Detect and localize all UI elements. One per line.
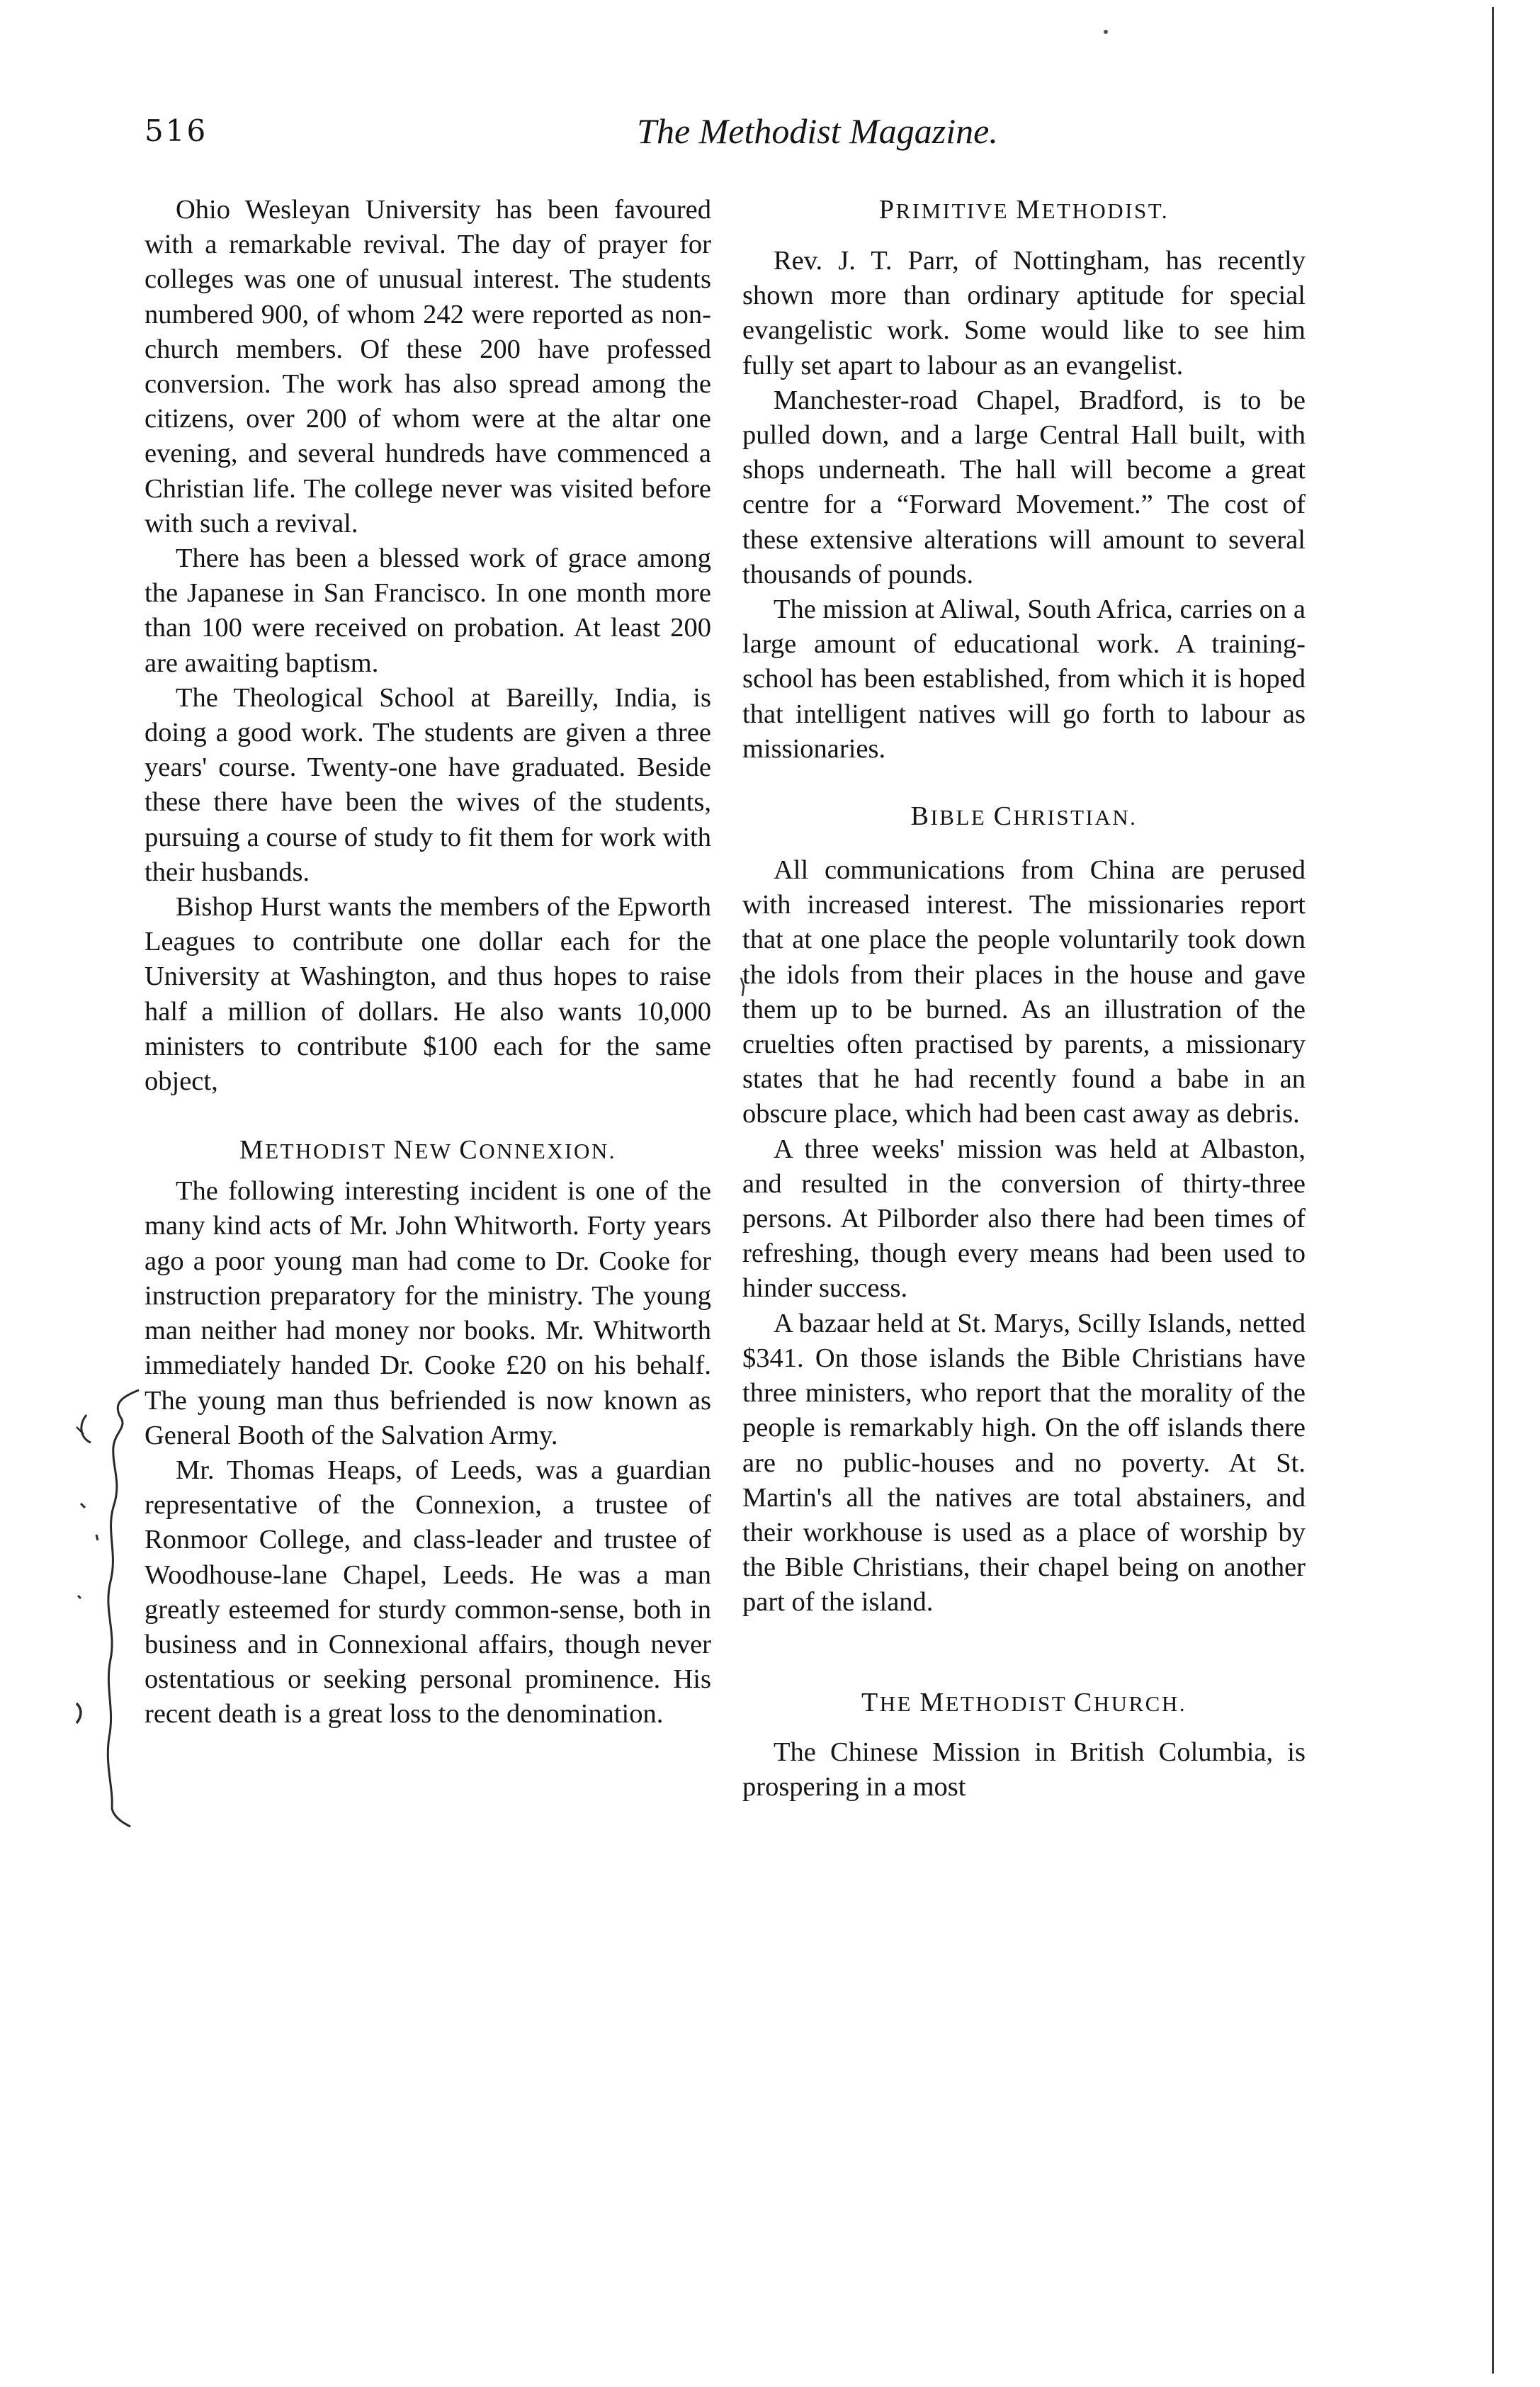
article-thomas-heaps: Mr. Thomas Heaps, of Leeds, was a guardian representative of the Connexion, a trustee of Ronmoor College, and class-leader and trustee of Woodhouse-lane Chapel, Leeds. He was a man greatly esteemed for sturdy common-sense, both in business and in Connexional affairs, though never ostentatious or seeking personal prominence. His recent death is a great loss to the denomination. bbox=[145, 1455, 711, 1729]
article-bishop-hurst: Bishop Hurst wants the members of the Epworth Leagues to contribute one dollar each for the University at Washington, and thus hopes to raise half a million of dollars. He also wants 10,000 ministers to contribute $100 each for the same object, bbox=[145, 892, 711, 1097]
article-albaston-mission: A three weeks' mission was held at Albaston, and resulted in the conversion of thirty-three persons. At Pilborder also there had been times of refreshing, though every means had been used to hinder success. bbox=[742, 1134, 1306, 1304]
article-whitworth: The following interesting incident is one of the many kind acts of Mr. John Whitworth. Forty years ago a poor young man had come to Dr. Cooke for instruction preparatory for the ministry. The young man neither had money nor books. Mr. Whitworth immediately handed Dr. Cooke £20 on his behalf. The young man thus befriended is now known as General Booth of the Salvation Army. bbox=[145, 1176, 711, 1450]
ink-speck bbox=[1104, 30, 1108, 34]
article-chinese-mission-bc: The Chinese Mission in British Columbia, is prospering in a most bbox=[742, 1737, 1306, 1802]
article-manchester-road-chapel: Manchester-road Chapel, Bradford, is to be pulled down, and a large Central Hall built, with shops underneath. The hall will become a great centre for a “Forward Movement.” The cost of these extensive alterations will amount to several thousands of pounds. bbox=[742, 385, 1306, 589]
margin-bracket-mark bbox=[71, 1383, 149, 1829]
page-edge-line bbox=[1492, 7, 1494, 2374]
page-header bbox=[145, 113, 1320, 156]
section-heading-methodist-church: THE METHODIST CHURCH. bbox=[861, 1687, 1187, 1717]
article-china-communications: All communications from China are perused with increased interest. The missionaries report that at one place the people voluntarily took down the idols from their places in the house and gave them up to be burned. As an illustration of the cruelties often practised by parents, a missionary states that he had recently found a babe in an obscure place, which had been cast away as debris. bbox=[742, 855, 1306, 1129]
running-title: The Methodist Magazine. bbox=[637, 111, 998, 151]
article-aliwal-mission: The mission at Aliwal, South Africa, carries on a large amount of educational work. A training-school has been established, from which it is hoped that intelligent natives will go forth to labour as missionaries. bbox=[742, 594, 1306, 764]
section-heading-methodist-new-connexion: METHODIST NEW CONNEXION. bbox=[239, 1135, 617, 1166]
article-bareilly-school: The Theological School at Bareilly, India, is doing a good work. The students are given a three years' course. Twenty-one have graduated. Beside these there have been the wives of the students, pursuing a course of study to fit them for work with their husbands. bbox=[145, 682, 711, 887]
article-scilly-bazaar: A bazaar held at St. Marys, Scilly Islands, netted $341. On those islands the Bible Christians have three ministers, who report that the morality of the people is remarkably high. On the off islands there are no public-houses and no poverty. At St. Martin's all the natives are total abstainers, and their workhouse is used as a place of worship by the Bible Christians, their chapel being on another part of the island. bbox=[742, 1308, 1306, 1618]
article-japanese-san-francisco: There has been a blessed work of grace among the Japanese in San Francisco. In one month more than 100 were received on probation. At least 200 are awaiting baptism. bbox=[145, 543, 711, 678]
left-column bbox=[145, 193, 711, 1732]
page-number: 516 bbox=[145, 113, 208, 148]
article-ohio-wesleyan: Ohio Wesleyan University has been favoured with a remarkable revival. The day of prayer for colleges was one of unusual interest. The students numbered 900, of whom 242 were reported as non-church members. Of these 200 have professed conversion. The work has also spread among the citizens, over 200 of whom were at the altar one evening, and several hundreds have commenced a Christian life. The college never was visited before with such a revival. bbox=[145, 195, 711, 538]
section-heading-bible-christian: BIBLE CHRISTIAN. bbox=[910, 801, 1138, 832]
right-column bbox=[742, 193, 1306, 1805]
article-rev-parr: Rev. J. T. Parr, of Nottingham, has recently shown more than ordinary aptitude for special evangelistic work. Some would like to see him fully set apart to labour as an evangelist. bbox=[742, 246, 1306, 380]
section-heading-primitive-methodist: PRIMITIVE METHODIST. bbox=[878, 195, 1170, 225]
